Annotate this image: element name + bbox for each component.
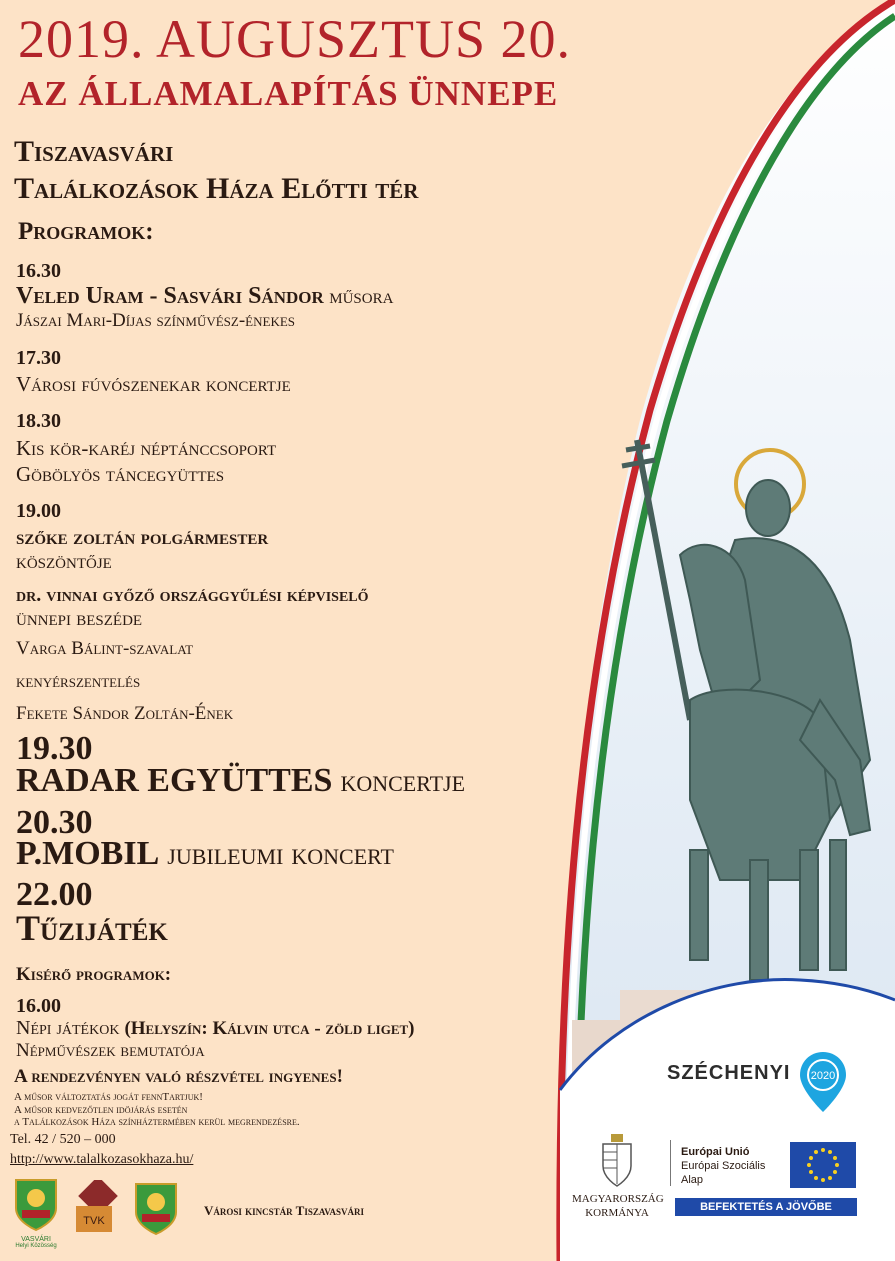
program-4-line7: Fekete Sándor Zoltán-Ének: [16, 703, 234, 724]
phone-number: Tel. 42 / 520 – 000: [10, 1132, 116, 1147]
note-venue: a Találkozások Háza színháztermében kerül megrendezésre.: [14, 1116, 300, 1128]
tvk-logo-text: TVK: [83, 1215, 105, 1227]
eu-line2: Európai Szociális: [681, 1160, 766, 1172]
divider: [670, 1140, 671, 1186]
program-4-line3: dr. vinnai győző országgyűlési képviselő: [16, 584, 369, 606]
tvk-icon: [70, 1180, 118, 1236]
program-5-title: [16, 762, 465, 800]
program-3-line2: Göbölyös táncegyüttes: [16, 462, 225, 486]
eu-funding-card: [675, 1140, 857, 1218]
venue-location: Találkozások Háza Előtti tér: [14, 172, 419, 205]
program-5-time: 19.30: [16, 730, 93, 767]
side-program-line1: [16, 1017, 415, 1040]
gov-line1: MAGYARORSZÁG: [572, 1193, 664, 1205]
szechenyi-pin-icon: [798, 1050, 848, 1114]
program-4-line2: köszöntője: [16, 549, 112, 573]
website-link[interactable]: http://www.talalkozasokhaza.hu/: [10, 1152, 194, 1167]
program-7-title: Tűzijáték: [16, 908, 168, 948]
program-3-line1: Kis kör-karéj néptánccsoport: [16, 436, 277, 460]
program-6-time: 20.30: [16, 804, 93, 841]
program-6-performer: P.MOBIL: [16, 835, 160, 872]
program-1-time: 16.30: [16, 260, 61, 282]
program-1-rest: műsora: [323, 283, 394, 308]
program-4-line6: kenyérszentelés: [16, 671, 141, 692]
side-programs-heading: Kisérő programok:: [16, 964, 172, 985]
program-4-time: 19.00: [16, 500, 61, 522]
vasvari-logo-sub: Helyi Közösség: [15, 1243, 57, 1249]
gov-line2: KORMÁNYA: [585, 1207, 649, 1219]
program-6-rest: jubileumi koncert: [159, 835, 394, 871]
note-rights: A műsor változtatás jogát fennTartjuk!: [14, 1091, 203, 1103]
program-4-line5: Varga Bálint-szavalat: [16, 638, 194, 659]
tvk-logo: [70, 1180, 118, 1236]
venue-city: Tiszavasvári: [14, 135, 174, 168]
event-subtitle: AZ ÁLLAMALAPÍTÁS ÜNNEPE: [18, 74, 559, 113]
szechenyi-year: 2020: [810, 1070, 836, 1082]
event-date: 2019. AUGUSZTUS 20.: [18, 9, 572, 69]
side-program-activity: Népi játékok: [16, 1017, 125, 1039]
program-4-line1: szőke zoltán polgármester: [16, 524, 269, 549]
crest-icon: [12, 1176, 60, 1232]
crest-icon: [132, 1180, 180, 1236]
side-program-line2: Népművészek bemutatója: [16, 1040, 205, 1061]
program-1-performer: Veled Uram - Sasvári Sándor: [16, 283, 324, 309]
program-1-title: [16, 283, 393, 310]
szechenyi-label: SZÉCHENYI: [667, 1062, 791, 1084]
program-3-time: 18.30: [16, 410, 61, 432]
program-2-title: Városi fúvószenekar koncertje: [16, 372, 291, 396]
free-entry-notice: A rendezvényen való részvétel ingyenes!: [14, 1066, 343, 1087]
kincstar-label: Városi kincstár Tiszavasvári: [204, 1203, 365, 1218]
program-4-line4: ünnepi beszéde: [16, 606, 143, 630]
eu-line1: Európai Unió: [681, 1146, 750, 1158]
program-2-time: 17.30: [16, 347, 61, 369]
vasvari-logo-label: VASVÁRI: [21, 1236, 51, 1243]
eu-flag-icon: [790, 1142, 856, 1188]
note-weather: A műsor kedvezőtlen idöjárás esetén: [14, 1104, 188, 1116]
side-program-location: (Helyszín: Kálvin utca - zöld liget): [124, 1018, 415, 1039]
varosi-logo: [132, 1180, 180, 1236]
coat-of-arms-icon: [600, 1132, 634, 1188]
side-program-time: 16.00: [16, 995, 61, 1017]
eu-line3: Alap: [681, 1174, 704, 1186]
program-5-rest: koncertje: [332, 762, 466, 798]
eu-banner: BEFEKTETÉS A JÖVŐBE: [675, 1198, 857, 1216]
vasvari-logo: [12, 1176, 60, 1249]
program-5-performer: RADAR EGYÜTTES: [16, 762, 333, 799]
program-1-subtitle: Jászai Mari-Díjas színművész-énekes: [16, 310, 295, 331]
program-7-time: 22.00: [16, 876, 93, 913]
program-6-title: [16, 835, 394, 873]
programs-heading: Programok:: [18, 218, 154, 245]
